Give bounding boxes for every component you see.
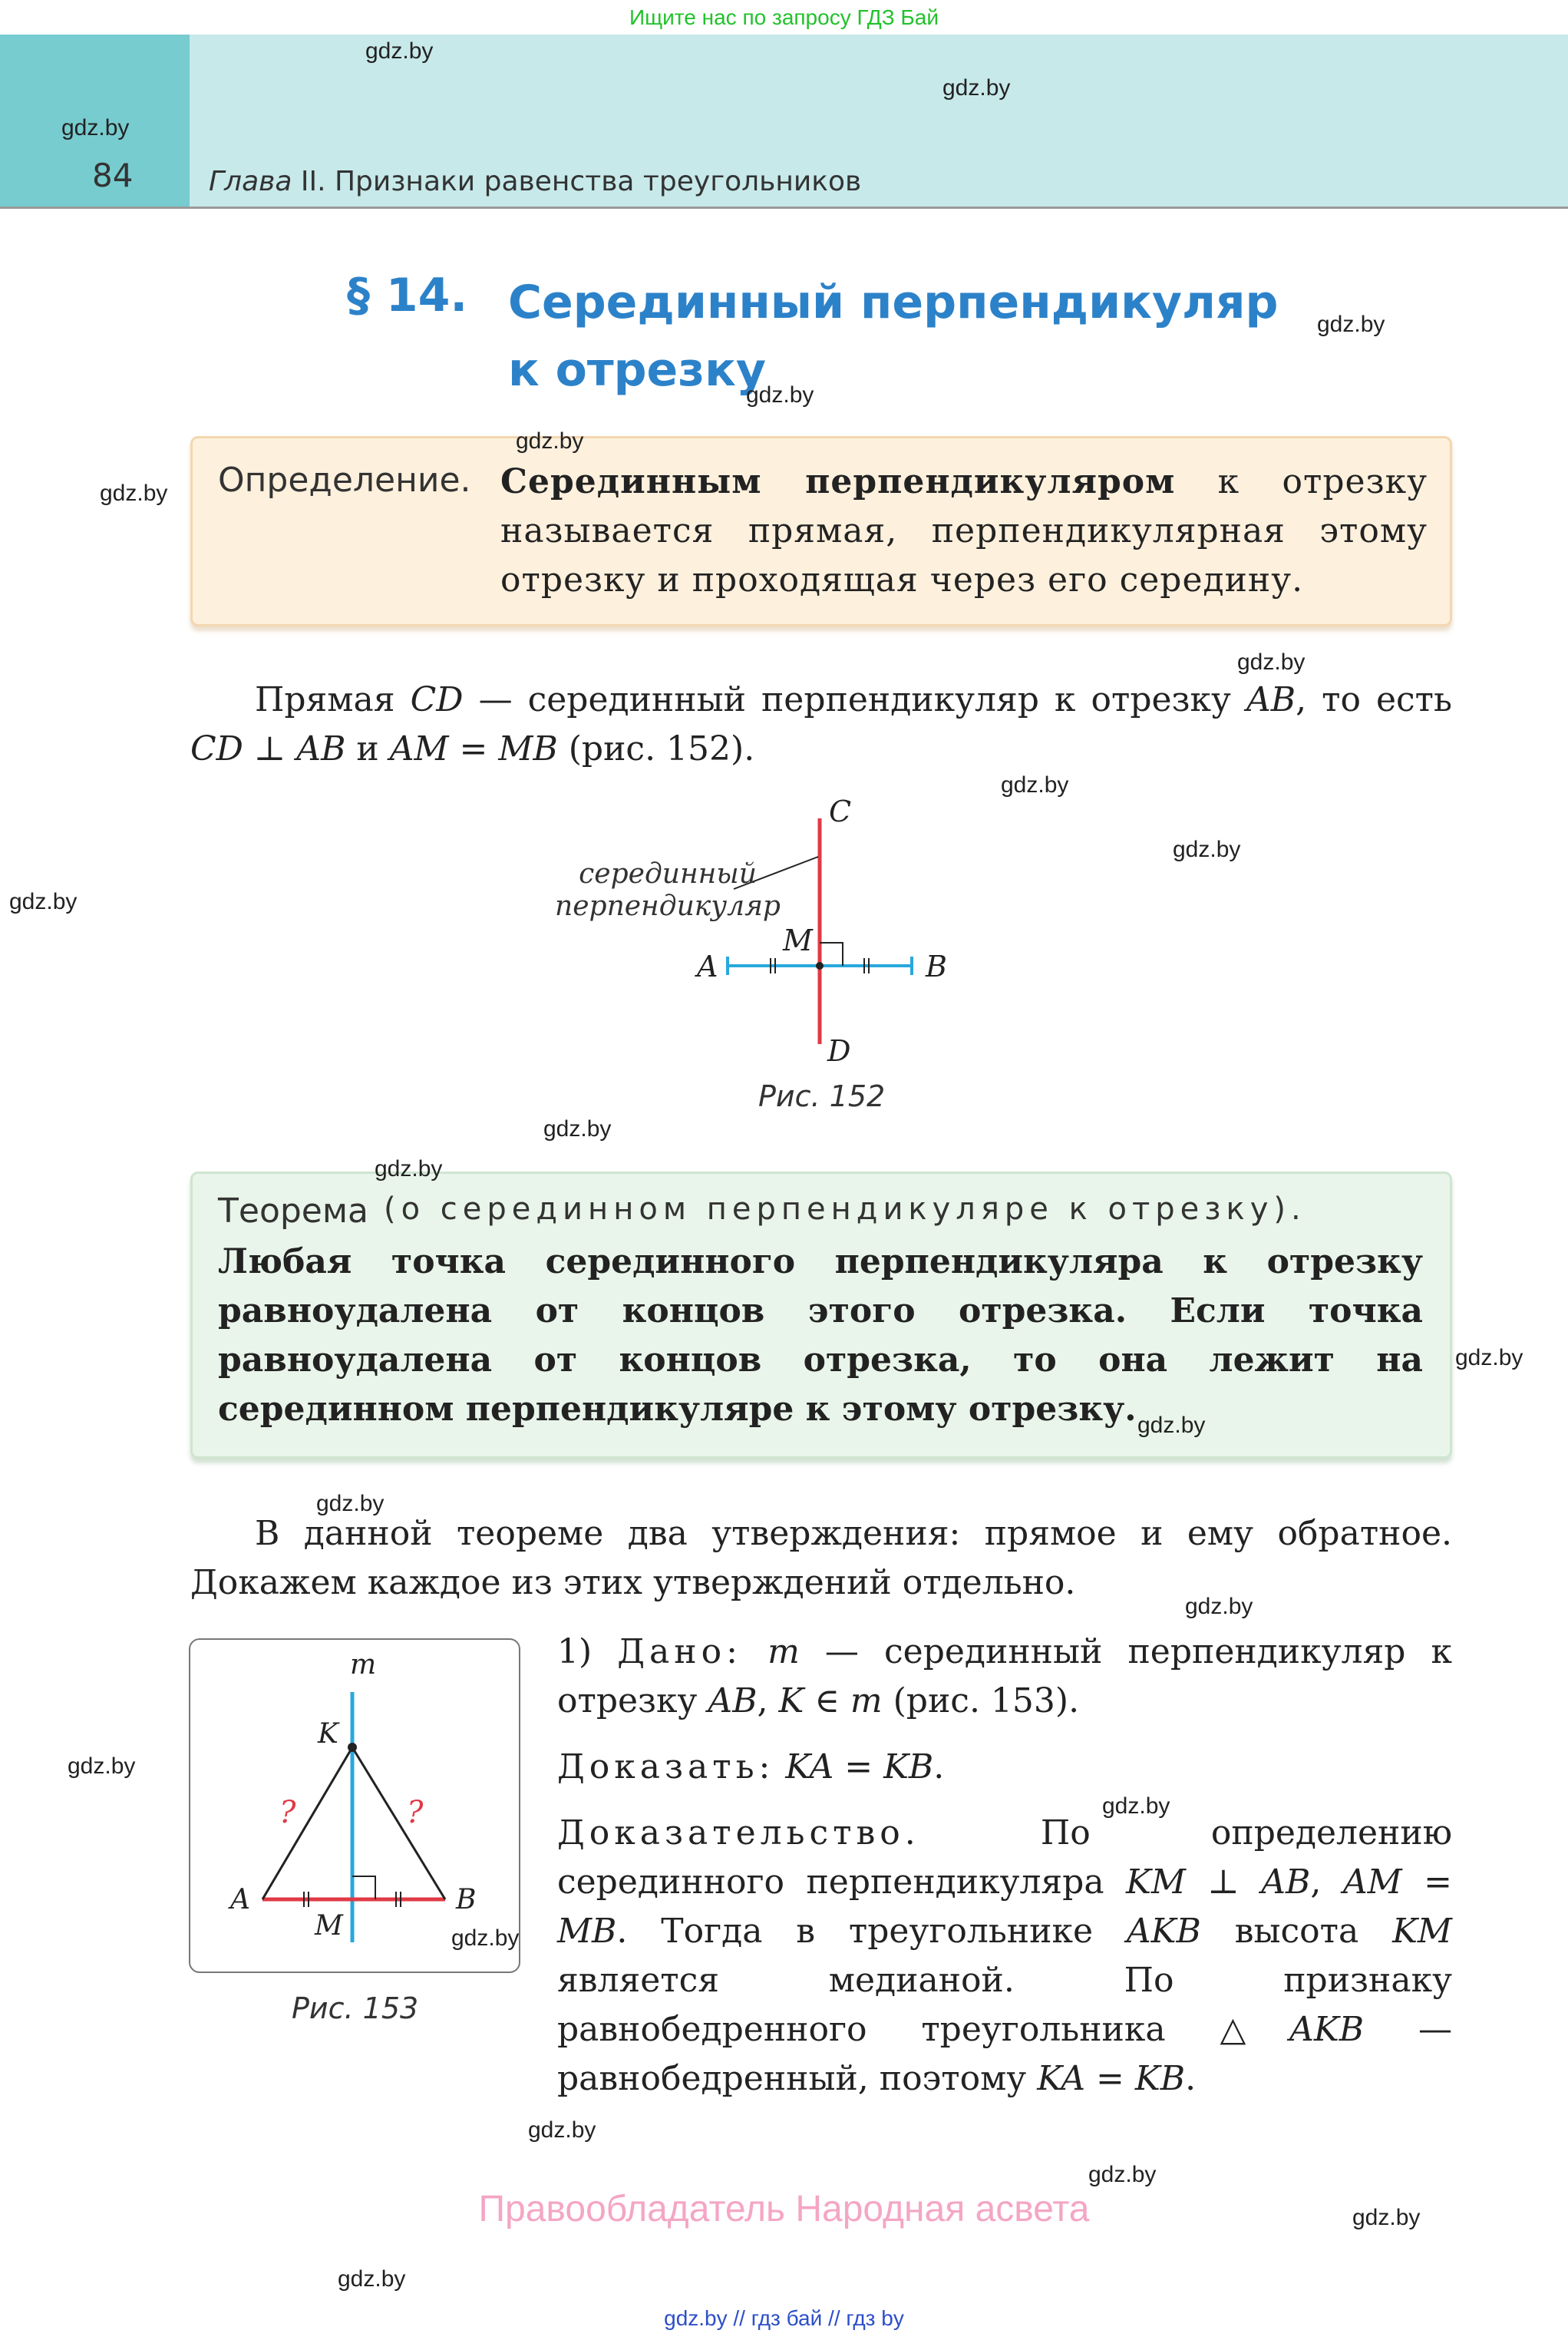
proof-math-6: KA = KB (1037, 2059, 1186, 2098)
p1-text-2: — серединный перпендикуляр к отрезку (463, 680, 1246, 719)
point-label-a: A (230, 1884, 250, 1915)
label-line2: перпендикуляр (555, 891, 781, 922)
header-divider (0, 207, 1568, 209)
given-number: 1) (557, 1632, 618, 1671)
prove-end: . (933, 1747, 945, 1786)
point-k (348, 1743, 357, 1752)
proof-text-4: высота (1200, 1912, 1393, 1951)
chapter-prefix: Глава (209, 166, 292, 197)
point-label-c: C (829, 798, 852, 828)
chapter-title (209, 166, 861, 197)
given-label: Дано: (617, 1632, 742, 1671)
section-number: § 14. (347, 269, 468, 322)
line-label-m: m (350, 1649, 377, 1681)
watermark: gdz.by (1173, 837, 1241, 862)
watermark: gdz.by (338, 2266, 406, 2292)
watermark: gdz.by (942, 75, 1011, 101)
side-ka (262, 1747, 352, 1899)
watermark: gdz.by (451, 1925, 520, 1951)
point-label-a: A (697, 950, 718, 983)
page-number: 84 (92, 157, 134, 194)
watermark: gdz.by (1185, 1594, 1253, 1619)
watermark: gdz.by (1102, 1793, 1170, 1819)
point-label-m: M (315, 1910, 343, 1942)
figure-153 (189, 1638, 520, 1973)
point-m (816, 962, 824, 970)
proof-label: Доказательство. (557, 1813, 920, 1852)
proof-math-5: △AKB (1220, 2010, 1365, 2049)
watermark: gdz.by (1001, 772, 1069, 798)
right-angle-mark (820, 943, 843, 966)
watermark: gdz.by (1352, 2205, 1421, 2230)
paragraph-1 (190, 676, 1452, 774)
watermark: gdz.by (543, 1116, 612, 1142)
section-title-line2: к отрезку (508, 343, 766, 397)
watermark: gdz.by (68, 1753, 136, 1779)
p1-math-eq: AM = MB (389, 729, 558, 768)
watermark: gdz.by (61, 115, 130, 140)
p1-text-3: , то есть (1296, 680, 1452, 719)
given-text-3: (рис. 153). (882, 1681, 1080, 1720)
given-paragraph (557, 1628, 1452, 1726)
proof-block (557, 1628, 1452, 2104)
watermark: gdz.by (9, 889, 78, 914)
proof-text-5: является медианой. По признаку равнобедренного треугольника (557, 1961, 1452, 2049)
section-title (508, 269, 1352, 404)
watermark: gdz.by (1088, 2162, 1157, 2187)
watermark: gdz.by (100, 481, 168, 506)
watermark: gdz.by (1237, 649, 1306, 675)
prove-label: Доказать: (557, 1747, 775, 1786)
point-label-d: D (827, 1034, 851, 1068)
point-label-k: K (318, 1718, 338, 1750)
section-title-line1: Серединный перпендикуляр (508, 276, 1279, 329)
question-mark-left: ? (279, 1795, 296, 1830)
given-math-ab: AB (708, 1681, 758, 1720)
proof-text-7: . (1185, 2059, 1197, 2098)
proof-text-1: По определению серединного перпендикуляра (557, 1813, 1452, 1902)
label-line1: серединный (579, 858, 757, 890)
proof-math-2: AM = MB (557, 1862, 1452, 1951)
figure-152-caption: Рис. 152 (758, 1079, 886, 1113)
definition-text (500, 458, 1428, 605)
theorem-label: Теорема (218, 1191, 369, 1231)
top-banner: Ищите нас по запросу ГДЗ Бай (629, 5, 939, 29)
p1-text-4: и (345, 729, 390, 768)
paragraph-2: В данной теореме два утверждения: прямое и ему обратное. Докажем каждое из этих утверждений отдельно. (190, 1514, 1452, 1602)
copyright-notice: Правообладатель Народная асвета (478, 2189, 1090, 2229)
p1-math-cd: CD (410, 680, 464, 719)
given-math-m: m (767, 1632, 800, 1671)
proof-math-1: KM ⊥ AB (1126, 1862, 1311, 1902)
chapter-name: II. Признаки равенства треугольников (292, 166, 862, 197)
watermark: gdz.by (1455, 1345, 1523, 1370)
watermark: gdz.by (516, 428, 584, 454)
point-label-b: B (456, 1884, 477, 1915)
watermark: gdz.by (316, 1491, 385, 1516)
watermark: gdz.by (375, 1156, 443, 1182)
given-text-2: , (757, 1681, 779, 1720)
p1-text-1: Прямая (255, 680, 411, 719)
definition-label: Определение. (218, 461, 471, 500)
p1-math-ab: AB (1246, 680, 1296, 719)
watermark: gdz.by (1317, 312, 1385, 337)
p1-math-perp: CD ⊥ AB (190, 729, 346, 768)
theorem-subtitle: (о серединном перпендикуляре к отрезку). (384, 1191, 1306, 1227)
watermark: gdz.by (365, 38, 434, 64)
proof-math-4: KM (1392, 1912, 1452, 1951)
definition-rest: к отрезку называется прямая, перпендикулярная этому отрезку и проходящая через его середину. (500, 462, 1428, 600)
prove-paragraph (557, 1743, 1452, 1792)
watermark: gdz.by (746, 382, 814, 408)
question-mark-right: ? (407, 1795, 424, 1830)
proof-text-6: — равнобедренный, поэтому (557, 2010, 1452, 2098)
right-angle-mark (352, 1876, 375, 1899)
p1-text-5: (рис. 152). (557, 729, 755, 768)
proof-paragraph (557, 1809, 1452, 2104)
proof-math-3: AKB (1126, 1912, 1201, 1951)
proof-text-3: . Тогда в треугольнике (616, 1912, 1127, 1951)
watermark: gdz.by (1137, 1413, 1206, 1438)
proof-text-2: , (1310, 1862, 1343, 1902)
figure-153-caption: Рис. 153 (292, 1991, 419, 2025)
watermark: gdz.by (528, 2117, 596, 2143)
theorem-text: Любая точка серединного перпендикуляра к отрезку равноудалена от концов этого отрезка. Если точка равноудалена от концов отрезка, то она лежит на серединном перпендикуляре к этому отрезку. (218, 1242, 1423, 1429)
given-text-1: — серединный перпендикуляр к отрезку (557, 1632, 1452, 1720)
point-label-m: M (783, 924, 813, 957)
definition-term: Серединным перпендикуляром (500, 462, 1176, 501)
footer-links[interactable]: gdz.by // гдз бай // гдз by (664, 2306, 904, 2330)
point-label-b: B (926, 950, 947, 983)
given-math-k: K ∈ m (778, 1681, 883, 1720)
prove-math: KA = KB (785, 1747, 934, 1786)
